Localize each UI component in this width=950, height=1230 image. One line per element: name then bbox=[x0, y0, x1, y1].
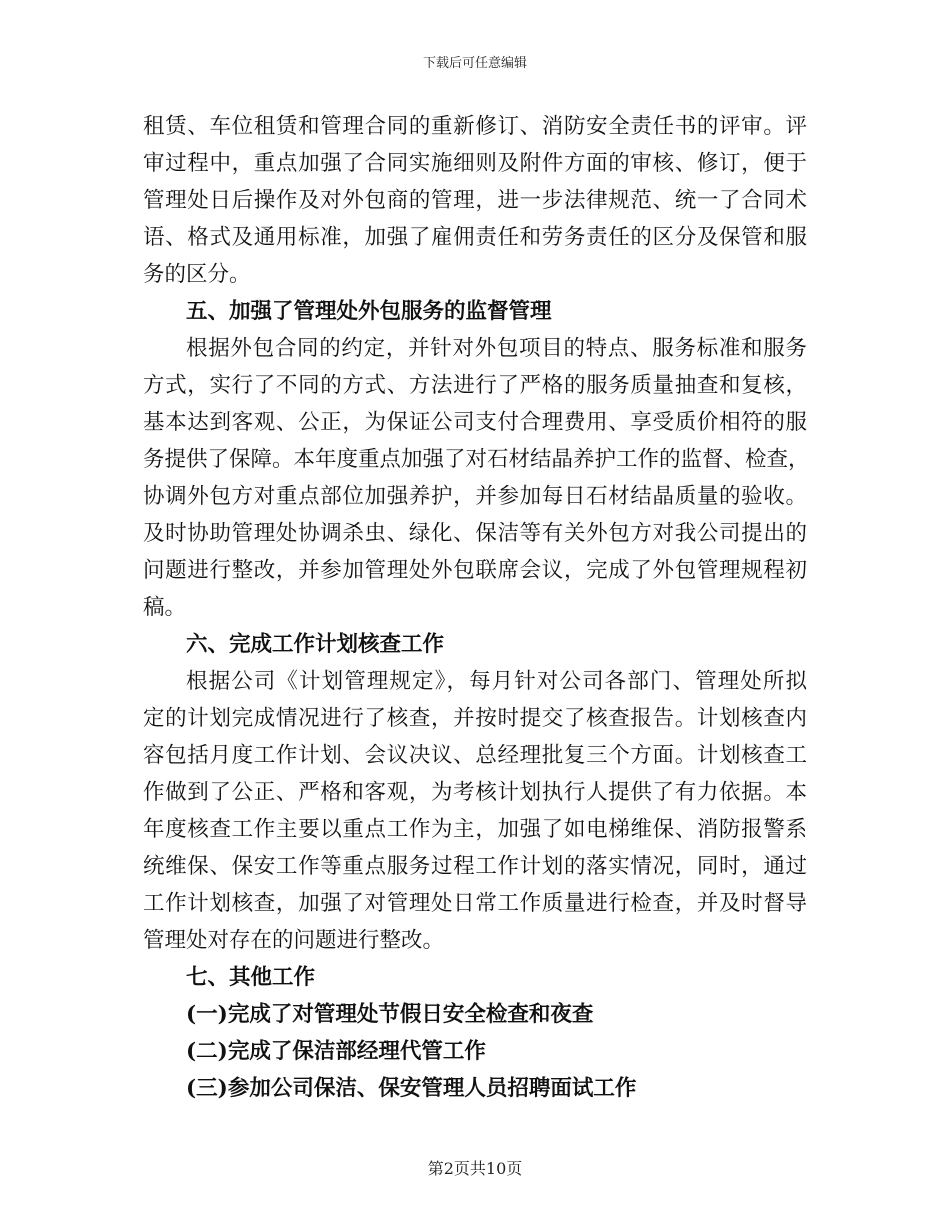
section-heading: 五、加强了管理处外包服务的监督管理 bbox=[186, 299, 552, 324]
paragraph-line: 问题进行整改，并参加管理处外包联席会议，完成了外包管理规程初 bbox=[143, 558, 807, 583]
sub-item: (一)完成了对管理处节假日安全检查和夜查 bbox=[186, 1002, 594, 1027]
paragraph-line: 根据外包合同的约定，并针对外包项目的特点、服务标准和服务 bbox=[186, 336, 807, 361]
sub-item: (二)完成了保洁部经理代管工作 bbox=[186, 1039, 486, 1064]
paragraph-line: 务提供了保障。本年度重点加强了对石材结晶养护工作的监督、检查， bbox=[143, 447, 810, 472]
paragraph-line: 管理处对存在的问题进行整改。 bbox=[143, 928, 445, 953]
section-heading: 七、其他工作 bbox=[186, 965, 316, 990]
paragraph-line: 租赁、车位租赁和管理合同的重新修订、消防安全责任书的评审。评 bbox=[143, 114, 807, 139]
paragraph-line: 稿。 bbox=[143, 595, 187, 620]
paragraph-line: 年度核查工作主要以重点工作为主，加强了如电梯维保、消防报警系 bbox=[143, 817, 807, 842]
paragraph-line: 根据公司《计划管理规定》，每月针对公司各部门、管理处所拟 bbox=[186, 669, 807, 694]
paragraph-line: 协调外包方对重点部位加强养护，并参加每日石材结晶质量的验收。 bbox=[143, 484, 807, 509]
paragraph-line: 定的计划完成情况进行了核查，并按时提交了核查报告。计划核查内 bbox=[143, 706, 807, 731]
paragraph-line: 及时协助管理处协调杀虫、绿化、保洁等有关外包方对我公司提出的 bbox=[143, 521, 807, 546]
section-heading: 六、完成工作计划核查工作 bbox=[186, 632, 445, 657]
paragraph-line: 工作计划核查，加强了对管理处日常工作质量进行检查，并及时督导 bbox=[143, 891, 807, 916]
paragraph-line: 审过程中，重点加强了合同实施细则及附件方面的审核、修订，便于 bbox=[143, 151, 807, 176]
paragraph-line: 作做到了公正、严格和客观，为考核计划执行人提供了有力依据。本 bbox=[143, 780, 807, 805]
page-footer: 第2页共10页 bbox=[427, 1159, 523, 1178]
paragraph-line: 管理处日后操作及对外包商的管理，进一步法律规范、统一了合同术 bbox=[143, 188, 807, 213]
page-header: 下载后可任意编辑 bbox=[422, 56, 527, 71]
paragraph-line: 语、格式及通用标准，加强了雇佣责任和劳务责任的区分及保管和服 bbox=[143, 225, 807, 250]
paragraph-line: 基本达到客观、公正，为保证公司支付合理费用、享受质价相符的服 bbox=[143, 410, 807, 435]
paragraph-line: 务的区分。 bbox=[143, 262, 251, 287]
paragraph-line: 方式，实行了不同的方式、方法进行了严格的服务质量抽查和复核， bbox=[143, 373, 807, 398]
paragraph-line: 统维保、保安工作等重点服务过程工作计划的落实情况，同时，通过 bbox=[143, 854, 807, 879]
sub-item: (三)参加公司保洁、保安管理人员招聘面试工作 bbox=[186, 1076, 637, 1101]
paragraph-line: 容包括月度工作计划、会议决议、总经理批复三个方面。计划核查工 bbox=[143, 743, 807, 768]
